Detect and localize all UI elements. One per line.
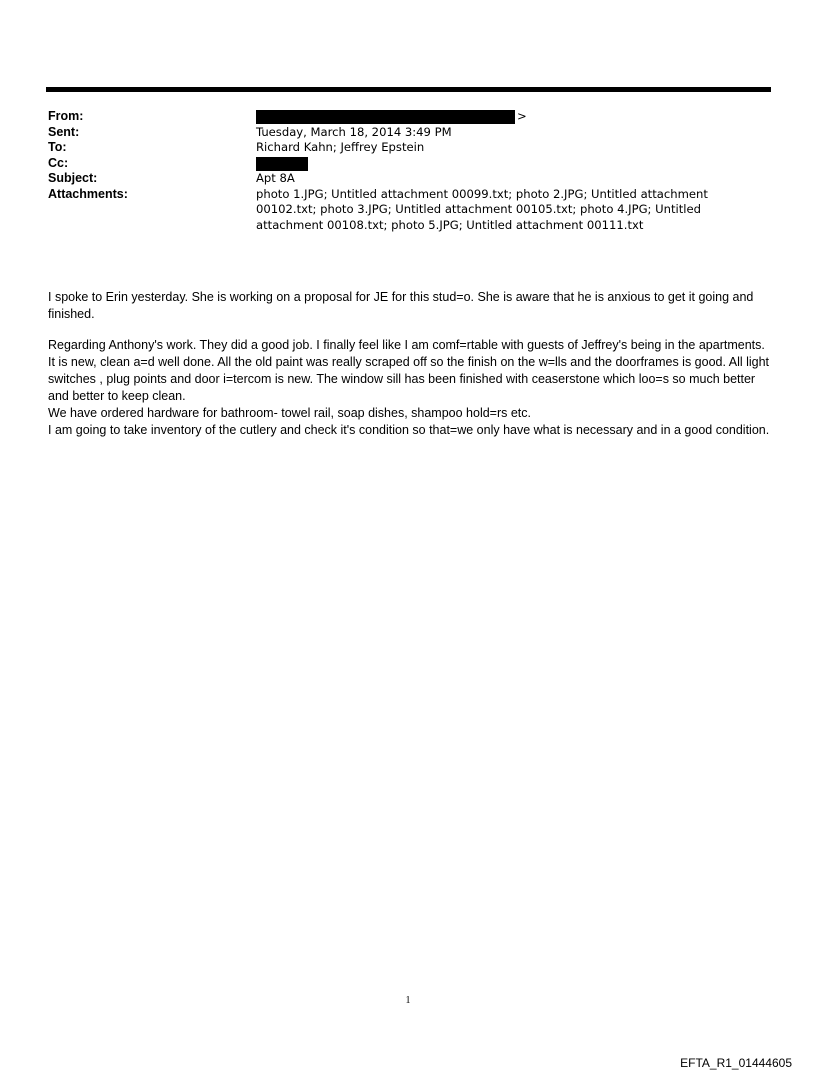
subject-label: Subject: (48, 171, 98, 185)
email-body (48, 289, 773, 439)
attachments-label: Attachments: (48, 186, 128, 201)
subject-row (48, 171, 768, 187)
body-paragraph: We have ordered hardware for bathroom- towel rail, soap dishes, shampoo hold=rs etc. (48, 406, 532, 420)
cc-label: Cc: (48, 155, 69, 170)
body-paragraph: Regarding Anthony's work. They did a good job. I finally feel like I am comf=rtable with guests of Jeffrey's being in the apartments. It is new, clean a=d well done. All the old paint was really scraped off so the finish on the w=lls and the doorframes is good. All light switches , plug points and door i=tercom is new. The window sill has been finished with ceaserstone which loo=s so much better and better to keep clean. (48, 338, 770, 403)
sent-label: Sent: (48, 124, 80, 139)
attachments-value: photo 1.JPG; Untitled attachment 00099.txt; photo 2.JPG; Untitled attachment 00102.txt; photo 3.JPG; Untitled attachment 00105.txt; photo 4.JPG; Untitled attachment 00108.txt; photo 5.JPG; Untitled attachment 00111.txt (256, 186, 708, 232)
header-divider (46, 87, 771, 92)
email-header (48, 109, 768, 233)
to-label: To: (48, 140, 67, 154)
cc-value (256, 156, 768, 172)
attachments-row (48, 187, 768, 234)
body-paragraph: I spoke to Erin yesterday. She is working on a proposal for JE for this stud=o. She is aware that he is anxious to get it going and finished. (48, 290, 754, 321)
from-value (256, 109, 768, 125)
from-label: From: (48, 109, 84, 123)
subject-value: Apt 8A (256, 171, 295, 185)
redaction-box (256, 110, 515, 124)
to-value: Richard Kahn; Jeffrey Epstein (256, 140, 425, 154)
body-paragraph: I am going to take inventory of the cutlery and check it's condition so that=we only have what is necessary and in a good condition. (48, 423, 770, 437)
redaction-box (256, 157, 308, 171)
page-number: 1 (405, 995, 411, 1006)
from-row (48, 109, 768, 125)
cc-row (48, 156, 768, 172)
sent-value: Tuesday, March 18, 2014 3:49 PM (256, 124, 452, 139)
sent-row (48, 125, 768, 141)
from-suffix: > (517, 109, 527, 123)
to-row (48, 140, 768, 156)
document-id: EFTA_R1_01444605 (680, 1056, 792, 1070)
